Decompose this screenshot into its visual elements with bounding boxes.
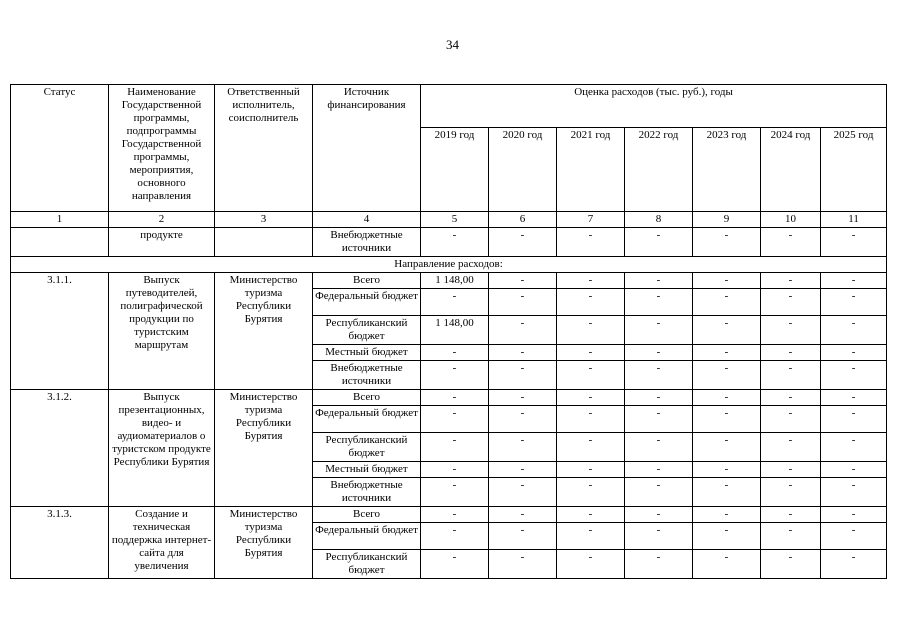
amount-cell: - (821, 507, 887, 523)
amount-cell: - (693, 390, 761, 406)
amount-cell: - (761, 345, 821, 361)
activity-name: Выпуск путеводителей, полиграфической продукции по туристским маршрутам (109, 273, 215, 390)
activity-name: продукте (109, 228, 215, 257)
column-index-row (11, 212, 887, 228)
funding-source: Республиканский бюджет (313, 550, 421, 579)
amount-cell: - (625, 273, 693, 289)
amount-cell: - (489, 390, 557, 406)
executor-cell (215, 228, 313, 257)
amount-cell: - (693, 345, 761, 361)
amount-cell: - (421, 507, 489, 523)
amount-cell: - (557, 462, 625, 478)
amount-cell: - (489, 345, 557, 361)
amount-cell: - (557, 550, 625, 579)
amount-cell: - (821, 390, 887, 406)
amount-cell: - (557, 228, 625, 257)
amount-cell: - (625, 316, 693, 345)
amount-cell: - (693, 273, 761, 289)
amount-cell: - (625, 289, 693, 316)
amount-cell: - (693, 228, 761, 257)
amount-cell: - (625, 462, 693, 478)
status-cell: 3.1.2. (11, 390, 109, 507)
amount-cell: - (421, 361, 489, 390)
amount-cell: - (557, 390, 625, 406)
budget-row (11, 507, 887, 523)
status-cell: 3.1.3. (11, 507, 109, 579)
column-index: 5 (421, 212, 489, 228)
amount-cell: - (421, 406, 489, 433)
amount-cell: - (489, 406, 557, 433)
header-status: Статус (11, 85, 109, 212)
amount-cell: - (693, 361, 761, 390)
amount-cell: - (821, 289, 887, 316)
amount-cell: - (761, 273, 821, 289)
amount-cell: - (821, 462, 887, 478)
header-row (11, 85, 887, 128)
status-cell: 3.1.1. (11, 273, 109, 390)
amount-cell: - (557, 433, 625, 462)
amount-cell: - (821, 433, 887, 462)
column-index: 8 (625, 212, 693, 228)
amount-cell: - (693, 462, 761, 478)
header-year: 2024 год (761, 128, 821, 212)
column-index: 10 (761, 212, 821, 228)
direction-row (11, 257, 887, 273)
amount-cell: - (761, 289, 821, 316)
amount-cell: - (625, 406, 693, 433)
amount-cell: - (821, 550, 887, 579)
column-index: 6 (489, 212, 557, 228)
continuation-row (11, 228, 887, 257)
amount-cell: - (557, 478, 625, 507)
funding-source: Местный бюджет (313, 345, 421, 361)
executor-cell: Министерство туризма Республики Бурятия (215, 273, 313, 390)
header-source: Источник финансирования (313, 85, 421, 212)
amount-cell: - (821, 228, 887, 257)
budget-table (10, 84, 887, 579)
amount-cell: - (693, 507, 761, 523)
header-year: 2025 год (821, 128, 887, 212)
amount-cell: - (489, 550, 557, 579)
amount-cell: - (489, 507, 557, 523)
amount-cell: - (761, 316, 821, 345)
amount-cell: - (761, 462, 821, 478)
amount-cell: - (821, 345, 887, 361)
funding-source: Всего (313, 507, 421, 523)
amount-cell: - (821, 478, 887, 507)
amount-cell: - (693, 478, 761, 507)
column-index: 1 (11, 212, 109, 228)
column-index: 9 (693, 212, 761, 228)
funding-source: Внебюджетные источники (313, 361, 421, 390)
amount-cell: - (489, 433, 557, 462)
funding-source: Всего (313, 390, 421, 406)
funding-source: Всего (313, 273, 421, 289)
amount-cell: - (761, 507, 821, 523)
page-number: 34 (446, 37, 459, 52)
amount-cell: - (489, 523, 557, 550)
amount-cell: - (489, 361, 557, 390)
amount-cell: - (761, 228, 821, 257)
amount-cell: - (489, 478, 557, 507)
amount-cell: - (421, 390, 489, 406)
funding-source: Федеральный бюджет (313, 289, 421, 316)
amount-cell: - (489, 273, 557, 289)
amount-cell: - (761, 550, 821, 579)
amount-cell: - (625, 361, 693, 390)
amount-cell: 1 148,00 (421, 316, 489, 345)
amount-cell: - (761, 433, 821, 462)
amount-cell: - (821, 316, 887, 345)
header-year: 2021 год (557, 128, 625, 212)
amount-cell: - (625, 550, 693, 579)
amount-cell: - (489, 228, 557, 257)
amount-cell: - (761, 361, 821, 390)
funding-source: Внебюджетные источники (313, 478, 421, 507)
budget-row (11, 273, 887, 289)
amount-cell: - (625, 478, 693, 507)
amount-cell: - (625, 523, 693, 550)
amount-cell: - (693, 550, 761, 579)
amount-cell: - (693, 433, 761, 462)
direction-label: Направление расходов: (11, 257, 887, 273)
header-year: 2020 год (489, 128, 557, 212)
executor-cell: Министерство туризма Республики Бурятия (215, 390, 313, 507)
amount-cell: - (421, 289, 489, 316)
amount-cell: - (421, 550, 489, 579)
amount-cell: - (625, 345, 693, 361)
amount-cell: - (625, 433, 693, 462)
amount-cell: - (761, 478, 821, 507)
activity-name: Создание и техническая поддержка интернет-сайта для увеличения (109, 507, 215, 579)
amount-cell: - (421, 345, 489, 361)
amount-cell: - (557, 316, 625, 345)
funding-source: Республиканский бюджет (313, 433, 421, 462)
amount-cell: - (421, 462, 489, 478)
amount-cell: - (693, 316, 761, 345)
amount-cell: - (693, 289, 761, 316)
amount-cell: - (489, 289, 557, 316)
amount-cell: - (761, 406, 821, 433)
amount-cell: - (761, 390, 821, 406)
column-index: 11 (821, 212, 887, 228)
header-year: 2023 год (693, 128, 761, 212)
funding-source: Местный бюджет (313, 462, 421, 478)
amount-cell: - (557, 406, 625, 433)
amount-cell: - (421, 433, 489, 462)
amount-cell: - (625, 390, 693, 406)
amount-cell: 1 148,00 (421, 273, 489, 289)
amount-cell: - (625, 228, 693, 257)
funding-source: Федеральный бюджет (313, 523, 421, 550)
amount-cell: - (693, 406, 761, 433)
amount-cell: - (557, 273, 625, 289)
amount-cell: - (421, 478, 489, 507)
column-index: 7 (557, 212, 625, 228)
amount-cell: - (489, 462, 557, 478)
column-index: 3 (215, 212, 313, 228)
amount-cell: - (821, 406, 887, 433)
amount-cell: - (489, 316, 557, 345)
column-index: 4 (313, 212, 421, 228)
amount-cell: - (557, 345, 625, 361)
budget-row (11, 390, 887, 406)
amount-cell: - (821, 361, 887, 390)
header-name: Наименование Государственной программы, подпрограммы Государственной программы, мероприятия, основного направления (109, 85, 215, 212)
amount-cell: - (557, 507, 625, 523)
header-year: 2019 год (421, 128, 489, 212)
amount-cell: - (557, 523, 625, 550)
funding-source: Внебюджетные источники (313, 228, 421, 257)
status-cell (11, 228, 109, 257)
amount-cell: - (693, 523, 761, 550)
amount-cell: - (557, 289, 625, 316)
column-index: 2 (109, 212, 215, 228)
header-estimate: Оценка расходов (тыс. руб.), годы (421, 85, 887, 128)
amount-cell: - (625, 507, 693, 523)
header-year: 2022 год (625, 128, 693, 212)
activity-name: Выпуск презентационных, видео- и аудиоматериалов о туристском продукте Республики Бурятия (109, 390, 215, 507)
funding-source: Республиканский бюджет (313, 316, 421, 345)
amount-cell: - (557, 361, 625, 390)
executor-cell: Министерство туризма Республики Бурятия (215, 507, 313, 579)
funding-source: Федеральный бюджет (313, 406, 421, 433)
amount-cell: - (821, 523, 887, 550)
amount-cell: - (421, 228, 489, 257)
amount-cell: - (761, 523, 821, 550)
header-executor: Ответственный исполнитель, соисполнитель (215, 85, 313, 212)
amount-cell: - (821, 273, 887, 289)
amount-cell: - (421, 523, 489, 550)
